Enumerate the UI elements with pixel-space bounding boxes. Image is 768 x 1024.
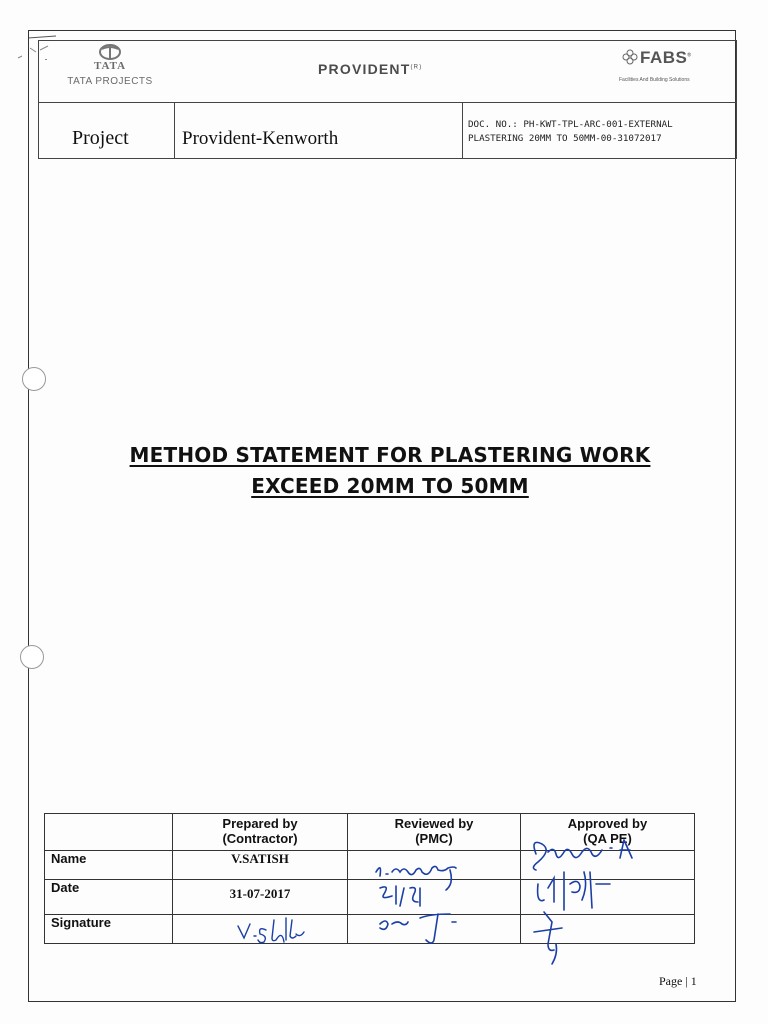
project-name: Provident-Kenworth [182,128,339,149]
fabs-flower-icon [622,49,638,65]
row-label-name: Name [45,851,173,880]
prepared-by-label: Prepared by [222,816,298,831]
document-number [468,118,730,146]
tata-mark-text: TATA [93,60,127,72]
prepared-name-value: V.SATISH [173,851,348,880]
row-label-signature: Signature [45,915,173,944]
fabs-name-text: FABS [640,48,688,67]
document-title-line2: EXCEED 20MM TO 50MM [251,474,529,498]
punch-hole [20,645,44,669]
row-label-date: Date [45,880,173,915]
approved-by-label: Approved by [567,816,648,831]
project-label: Project [72,127,129,149]
prepared-date-value: 31-07-2017 [173,880,348,915]
provident-registered-mark: (R) [410,64,423,71]
approval-table-corner-cell [45,814,173,851]
provident-logo [318,61,422,77]
tata-company-text: TATA PROJECTS [67,76,153,87]
approved-by-role: (QA PE) [583,831,632,846]
document-title [80,440,700,502]
preparer-handwritten-signature [230,912,310,946]
prepared-by-role: (Contractor) [222,831,298,846]
provident-logo-text: PROVIDENT [318,61,411,77]
page-number: Page | 1 [659,974,697,988]
document-number-line1: DOC. NO.: PH-KWT-TPL-ARC-001-EXTERNAL [468,119,673,130]
reviewed-by-header [348,814,521,851]
approver-handwritten-signature [524,832,684,972]
fabs-logo [616,46,734,96]
document-number-line2: PLASTERING 20MM TO 50MM-00-31072017 [468,133,662,144]
tata-projects-logo [40,42,180,98]
fabs-tagline: Facilities And Building Solutions [619,77,690,83]
fabs-registered-mark: ® [687,52,692,59]
reviewed-by-label: Reviewed by [394,816,474,831]
punch-hole [22,367,46,391]
reviewed-by-role: (PMC) [415,831,453,846]
prepared-by-header [173,814,348,851]
reviewer-handwritten-signature [370,848,490,948]
fabs-name [640,48,692,68]
document-title-line1: METHOD STATEMENT FOR PLASTERING WORK [129,443,651,467]
